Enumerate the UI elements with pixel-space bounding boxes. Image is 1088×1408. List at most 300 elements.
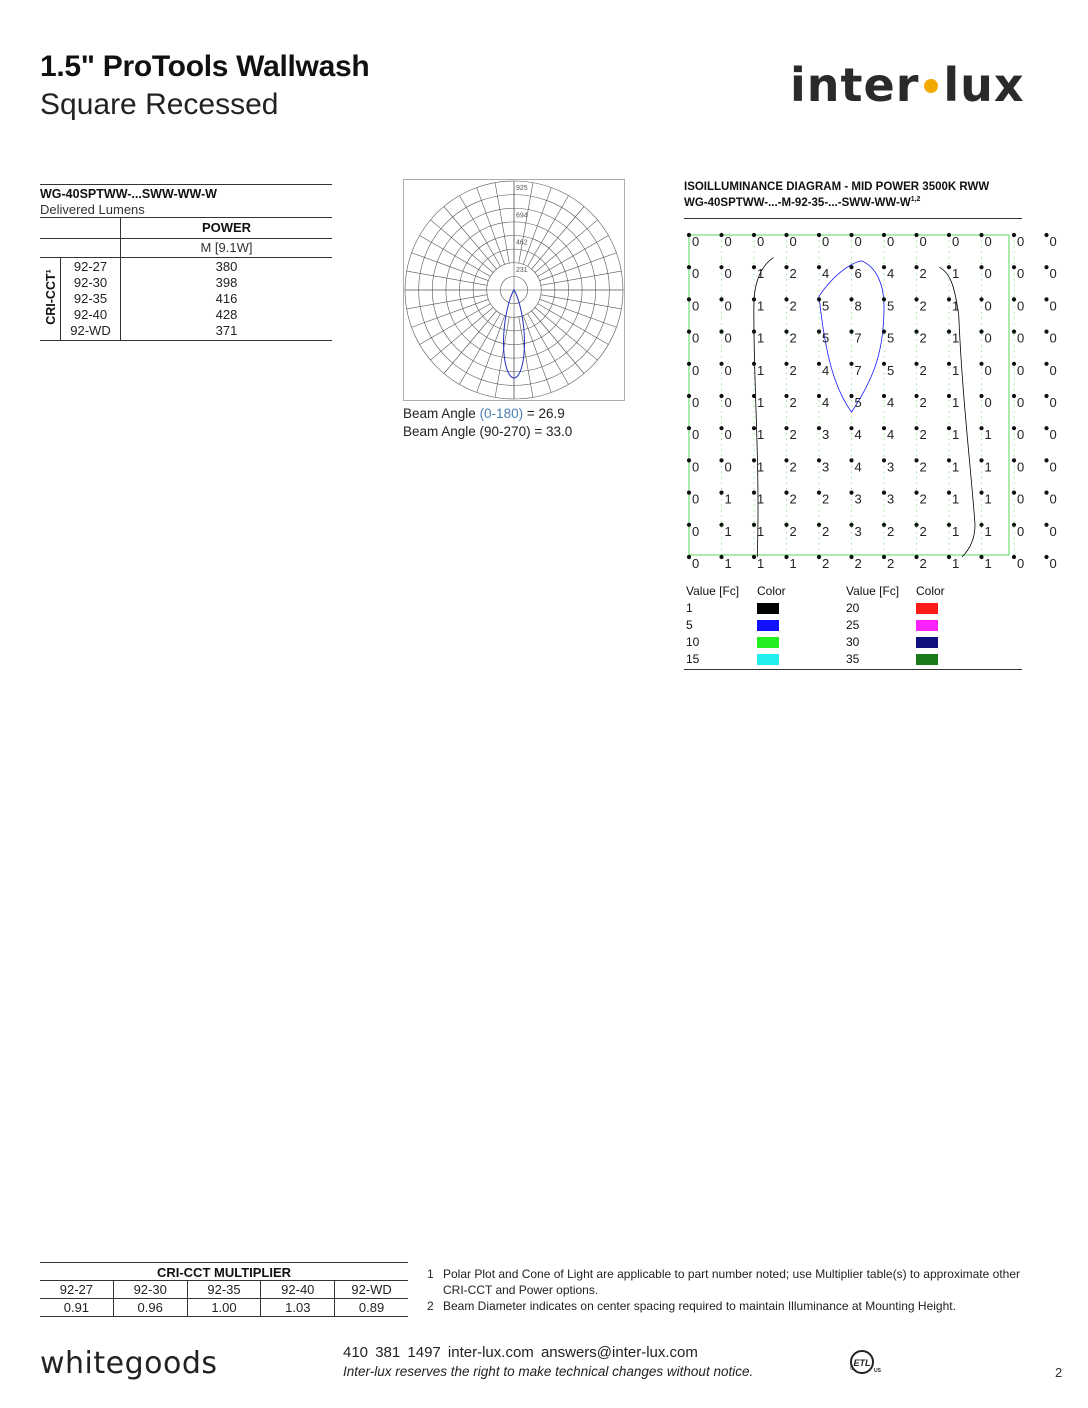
iso-value: 2 [919,556,927,571]
iso-value: 0 [692,330,700,346]
iso-point [719,394,723,398]
iso-point [979,265,983,269]
iso-value: 0 [1017,491,1025,507]
iso-point [849,555,853,559]
iso-value: 2 [789,298,797,314]
iso-value: 0 [1049,491,1057,507]
iso-value: 0 [822,234,830,249]
lumens-caption: Delivered Lumens [40,202,145,217]
iso-point [752,555,756,559]
iso-point [914,523,918,527]
iso-point [947,458,951,462]
iso-point [784,265,788,269]
iso-point [947,426,951,430]
iso-value: 1 [984,491,992,507]
iso-value: 2 [919,491,927,507]
iso-value: 1 [952,491,960,507]
iso-point [784,362,788,366]
polar-spoke [540,253,617,281]
power-header: POWER [120,218,332,238]
cri-cct-label: CRI-CCT¹ [43,269,58,325]
iso-point [687,233,691,237]
iso-point [719,233,723,237]
iso-point [687,330,691,334]
iso-value: 5 [854,395,862,410]
iso-value: 8 [854,298,862,314]
cri-cct-code: 92-27 [73,259,108,274]
polar-spoke [528,196,569,267]
iso-value: 0 [887,234,895,249]
iso-value: 0 [724,362,732,378]
iso-point [882,458,886,462]
polar-spoke [523,188,551,265]
iso-value: 5 [822,298,830,314]
iso-point [1012,297,1016,301]
polar-spoke [420,304,491,345]
iso-point [1012,491,1016,495]
iso-point [687,362,691,366]
iso-point [687,458,691,462]
logo-text-left: inter [790,58,920,112]
iso-point [1012,394,1016,398]
iso-value: 0 [724,395,732,410]
iso-value: 1 [724,523,732,539]
iso-value: 0 [984,266,992,282]
iso-value: 2 [919,298,927,314]
iso-value: 2 [822,556,830,571]
iso-point [784,555,788,559]
iso-value: 1 [757,491,765,507]
iso-point [1012,458,1016,462]
disclaimer: Inter-lux reserves the right to make technical changes without notice. [343,1364,754,1379]
iso-value: 2 [789,523,797,539]
lumens-part-number: WG-40SPTWW-...SWW-WW-W [40,187,217,201]
iso-value: 0 [1017,556,1025,571]
iso-value: 0 [984,234,992,249]
iso-point [817,458,821,462]
iso-value: 2 [919,459,927,475]
multiplier-value: 0.96 [113,1299,187,1316]
iso-value: 0 [1049,427,1057,443]
iso-point [817,362,821,366]
iso-value: 1 [952,395,960,410]
iso-value: 2 [919,330,927,346]
iso-point [752,297,756,301]
iso-point [914,555,918,559]
iso-value: 1 [984,556,992,571]
iso-value: 5 [887,298,895,314]
iso-value: 2 [789,330,797,346]
iso-value: 0 [724,459,732,475]
iso-value: 1 [984,459,992,475]
iso-diagram-title: ISOILLUMINANCE DIAGRAM - MID POWER 3500K RWW [684,181,990,193]
iso-point [849,458,853,462]
iso-point [947,555,951,559]
iso-value: 4 [854,427,862,443]
legend-value: 35 [846,652,860,666]
iso-value: 2 [822,491,830,507]
iso-point [817,233,821,237]
iso-value: 0 [952,234,960,249]
iso-point [784,394,788,398]
iso-value: 0 [1017,234,1025,249]
iso-value: 7 [854,330,862,346]
iso-value: 0 [984,330,992,346]
iso-value: 1 [952,266,960,282]
iso-point [1012,362,1016,366]
logo-text-right: lux [943,58,1025,112]
cri-cct-code: 92-WD [70,323,111,338]
polar-ring-label: 231 [516,266,528,274]
iso-point [914,426,918,430]
iso-point [979,233,983,237]
iso-value: 1 [789,556,797,571]
iso-point [687,523,691,527]
iso-point [784,491,788,495]
iso-point [1044,426,1048,430]
iso-value: 1 [952,427,960,443]
iso-value: 0 [1017,523,1025,539]
iso-point [914,297,918,301]
iso-point [947,330,951,334]
iso-point [947,297,951,301]
iso-point [817,523,821,527]
iso-value: 3 [822,427,830,443]
multiplier-value: 1.03 [260,1299,334,1316]
iso-value: 0 [1049,523,1057,539]
iso-point [1044,523,1048,527]
iso-point [882,426,886,430]
legend-color-header: Color [757,584,786,598]
iso-value: 0 [692,298,700,314]
iso-point [719,330,723,334]
multiplier-title: CRI-CCT MULTIPLIER [40,1262,408,1281]
polar-ring-label: 925 [516,185,528,192]
lumen-value: 398 [215,275,238,290]
iso-point [882,491,886,495]
iso-point [719,555,723,559]
iso-value: 0 [854,234,862,249]
iso-point [849,362,853,366]
iso-value: 0 [984,395,992,410]
iso-point [947,491,951,495]
iso-point [719,491,723,495]
iso-value: 3 [822,459,830,475]
iso-point [817,426,821,430]
iso-value: 0 [692,266,700,282]
legend-swatch [916,654,938,665]
iso-value: 0 [1049,362,1057,378]
iso-value: 4 [822,362,830,378]
iso-value: 1 [757,330,765,346]
iso-value: 2 [789,491,797,507]
polar-spoke [460,314,501,385]
iso-point [979,330,983,334]
iso-point [914,394,918,398]
iso-point [914,491,918,495]
iso-point [719,297,723,301]
iso-point [1012,265,1016,269]
iso-point [784,233,788,237]
iso-point [914,265,918,269]
iso-point [979,555,983,559]
iso-point [817,265,821,269]
iso-value: 2 [789,362,797,378]
logo-dot-icon [924,79,938,93]
iso-point [849,233,853,237]
iso-value: 2 [789,395,797,410]
iso-value: 5 [887,330,895,346]
multiplier-value: 0.91 [63,1300,90,1315]
iso-point [752,362,756,366]
iso-value: 1 [757,395,765,410]
iso-value: 0 [1049,459,1057,475]
beam-angle-0-180: Beam Angle (0-180) = 26.9 [403,406,565,421]
iso-value: 2 [919,362,927,378]
iso-point [1044,491,1048,495]
iso-point [719,523,723,527]
iso-point [882,394,886,398]
iso-value: 0 [692,523,700,539]
iso-point [849,491,853,495]
iso-point [752,491,756,495]
polar-spoke [420,236,491,277]
iso-value: 0 [692,459,700,475]
iso-value: 4 [887,266,895,282]
iso-value: 1 [724,491,732,507]
lumen-value: 371 [215,323,238,338]
iso-point [1044,362,1048,366]
multiplier-value: 0.89 [334,1299,408,1316]
iso-legend [684,583,1022,670]
iso-value: 0 [692,491,700,507]
iso-point [882,265,886,269]
legend-value: 25 [846,618,860,632]
iso-point [979,297,983,301]
cri-cct-code: 92-35 [73,291,108,306]
iso-value: 6 [854,266,862,282]
iso-value: 1 [952,330,960,346]
iso-point [849,394,853,398]
legend-value-header: Value [Fc] [846,584,900,598]
iso-point [849,330,853,334]
iso-value: 2 [919,266,927,282]
iso-value: 1 [952,459,960,475]
iso-value: 0 [1017,298,1025,314]
iso-value: 1 [757,362,765,378]
iso-point [914,233,918,237]
iso-value: 0 [692,395,700,410]
svg-text:US: US [874,1368,881,1374]
iso-value: 0 [724,234,732,249]
iso-point [784,330,788,334]
iso-point [719,426,723,430]
legend-value: 1 [686,601,693,615]
iso-value: 0 [1017,459,1025,475]
iso-point [1044,330,1048,334]
iso-point [784,426,788,430]
iso-value: 0 [1049,234,1057,249]
iso-point [882,330,886,334]
iso-point [752,458,756,462]
iso-divider [684,218,1022,219]
iso-point [687,426,691,430]
legend-value: 30 [846,635,860,649]
iso-point [1044,233,1048,237]
iso-value: 2 [919,395,927,410]
iso-value: 1 [757,266,765,282]
multiplier-value: 1.00 [187,1299,261,1316]
iso-point [914,330,918,334]
iso-point [719,362,723,366]
iso-point [979,523,983,527]
iso-point [687,265,691,269]
legend-swatch [757,620,779,631]
iso-part-number: $WG-40SPTWW-...-M-92-35-...-SWW-WW-W^{1,2}$ [684,196,921,209]
iso-point [849,523,853,527]
legend-swatch [757,603,779,614]
iso-point [979,458,983,462]
iso-value: 0 [919,234,927,249]
iso-point [914,362,918,366]
whitegoods-logo: whitegoods [40,1346,218,1381]
iso-point [849,265,853,269]
iso-value: 0 [1049,298,1057,314]
polar-spoke [460,196,501,267]
iso-point [882,233,886,237]
polar-spoke [538,304,609,345]
legend-value: 10 [686,635,700,649]
svg-text:ETL: ETL [853,1358,871,1368]
iso-value: 0 [724,427,732,443]
iso-value: 0 [724,298,732,314]
iso-point [849,297,853,301]
iso-point [1044,265,1048,269]
iso-point [1012,233,1016,237]
legend-value: 20 [846,601,860,615]
legend-value: 15 [686,652,700,666]
iso-point [719,458,723,462]
multiplier-code: 92-35 [187,1281,261,1298]
iso-value: 4 [854,459,862,475]
iso-value: 1 [984,427,992,443]
iso-point [1044,297,1048,301]
iso-point [1044,555,1048,559]
iso-value: 0 [1017,266,1025,282]
iso-point [979,362,983,366]
contact-info: 410 381 1497 inter-lux.com answers@inter-lux.com [343,1344,698,1361]
iso-value: 1 [757,459,765,475]
iso-value: 2 [822,523,830,539]
legend-swatch [757,654,779,665]
iso-point [1012,426,1016,430]
isoilluminance-grid [684,226,1057,578]
iso-value: 0 [984,298,992,314]
iso-value: 2 [789,459,797,475]
iso-value: 2 [789,427,797,443]
iso-value: 0 [1049,395,1057,410]
legend-color-header: Color [916,584,945,598]
iso-point [817,491,821,495]
iso-point [817,297,821,301]
polar-spoke [538,236,609,277]
iso-point [752,233,756,237]
iso-value: 2 [887,556,895,571]
iso-point [947,523,951,527]
iso-point [817,394,821,398]
iso-value: 0 [1049,330,1057,346]
multiplier-code: 92-WD [334,1281,408,1298]
iso-value: 0 [1017,330,1025,346]
multiplier-code: 92-30 [113,1281,187,1298]
svg-text:C: C [850,1366,854,1372]
legend-swatch [916,620,938,631]
iso-point [784,523,788,527]
iso-value: 0 [984,362,992,378]
iso-point [1012,555,1016,559]
lumen-value: 380 [215,259,238,274]
iso-value: 4 [887,427,895,443]
iso-point [1012,523,1016,527]
iso-point [752,330,756,334]
iso-value: 0 [692,362,700,378]
iso-point [1044,458,1048,462]
polar-ring-label: 694 [516,212,528,220]
iso-point [817,330,821,334]
iso-point [719,265,723,269]
iso-value: 4 [887,395,895,410]
polar-ring-label: 462 [516,239,528,247]
iso-point [882,555,886,559]
iso-point [947,362,951,366]
iso-value: 3 [854,523,862,539]
beam-angle-90-270: Beam Angle (90-270) = 33.0 [403,424,573,439]
iso-value: 3 [887,491,895,507]
iso-value: 0 [1049,556,1057,571]
interlux-logo [790,58,1025,112]
cri-cct-multiplier-table [40,1262,408,1317]
iso-point [979,394,983,398]
iso-point [947,265,951,269]
iso-point [752,426,756,430]
legend-swatch [757,637,779,648]
iso-value: 1 [757,427,765,443]
iso-value: 1 [952,556,960,571]
iso-point [687,555,691,559]
iso-value: 7 [854,362,862,378]
polar-spoke [412,253,489,281]
iso-value: 1 [984,523,992,539]
cri-cct-code: 92-40 [73,307,108,322]
lumen-values [120,258,332,340]
iso-value: 0 [692,556,700,571]
polar-spoke [528,314,569,385]
legend-swatch [916,603,938,614]
iso-value: 2 [919,523,927,539]
iso-value: 3 [887,459,895,475]
iso-value: 2 [789,266,797,282]
lumen-value: 416 [215,291,238,306]
multiplier-code: 92-27 [59,1282,94,1297]
iso-value: 2 [854,556,862,571]
etl-certification-icon [847,1348,887,1376]
iso-value: 0 [1017,362,1025,378]
iso-value: 0 [692,427,700,443]
contour-1fc [754,258,975,557]
cri-cct-code: 92-30 [73,275,108,290]
iso-point [882,362,886,366]
iso-value: 4 [822,266,830,282]
